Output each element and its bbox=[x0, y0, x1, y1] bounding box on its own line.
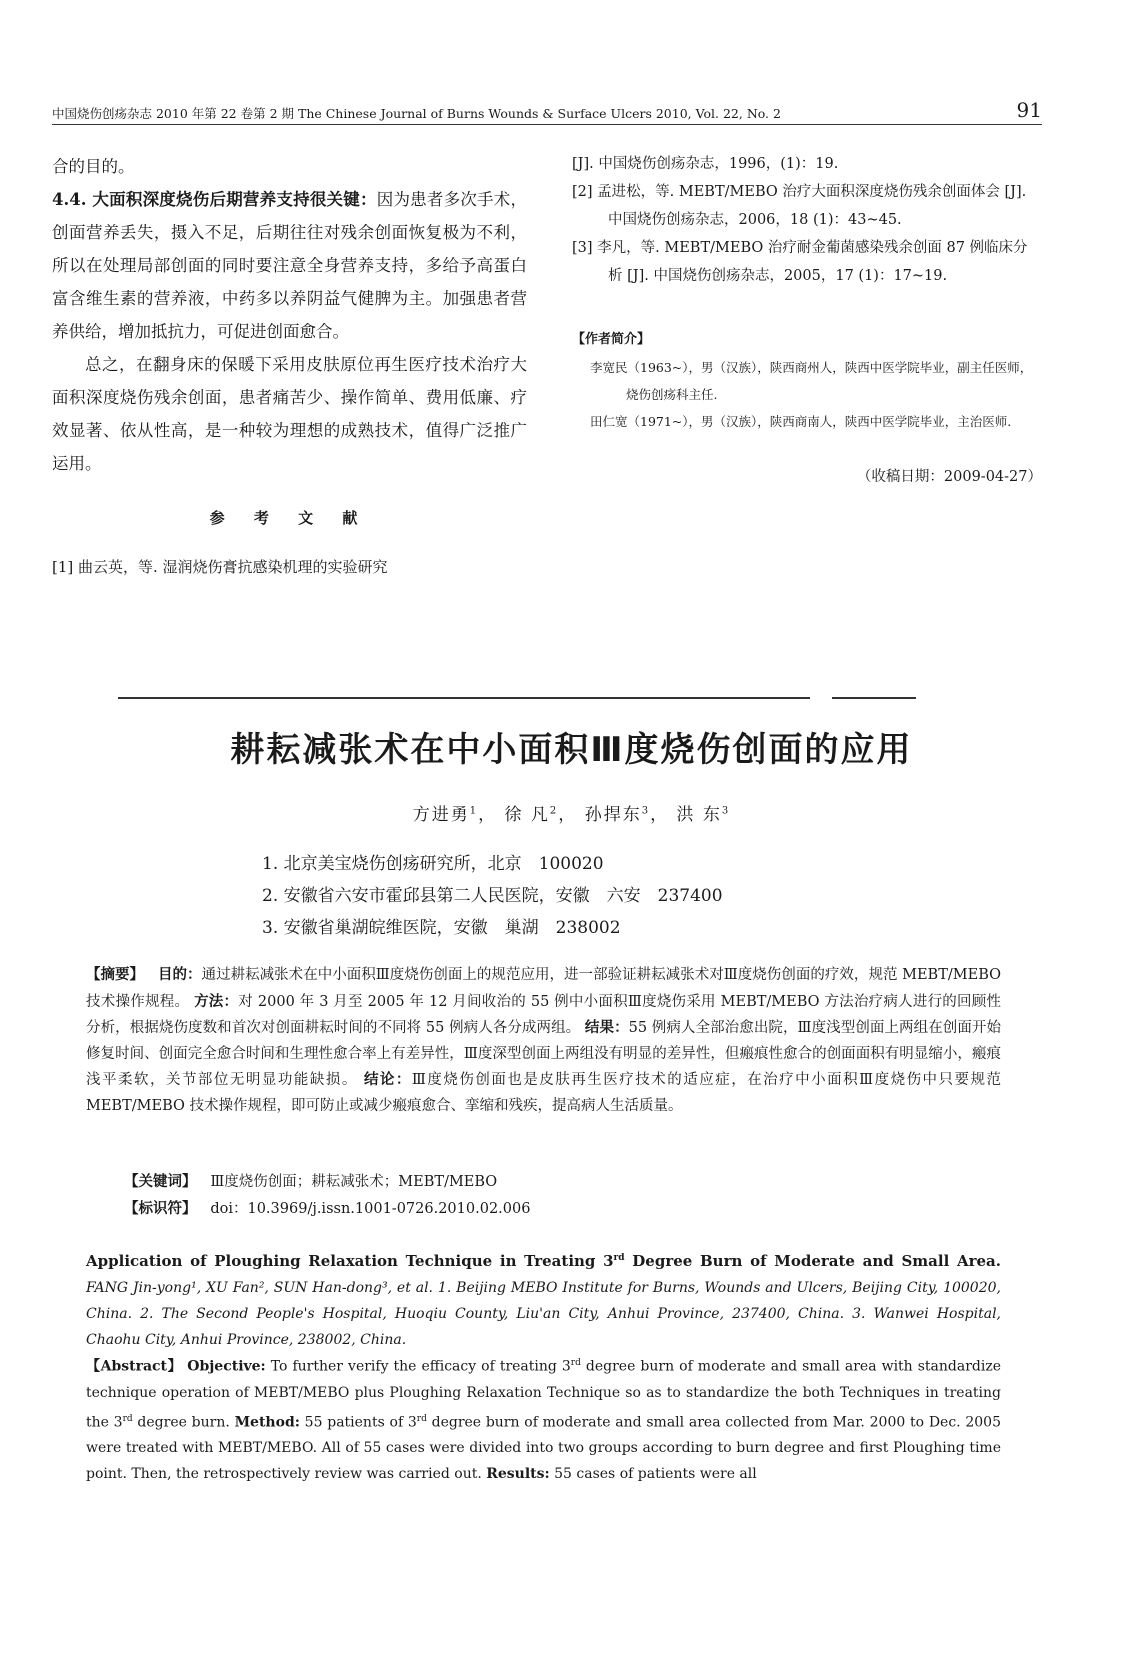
author-name: 孙捍东 bbox=[584, 805, 642, 825]
paragraph-end: 合的目的。 bbox=[52, 157, 135, 176]
author-affil-mark: 1 bbox=[469, 805, 479, 817]
objective-en-text: degree burn. bbox=[132, 1414, 230, 1431]
abstract-en-label: 【Abstract】 bbox=[86, 1358, 183, 1375]
objective-text: 通过耕耘减张术在中小面积Ⅲ度烧伤创面上的规范应用，进一部验证耕耘减张术对Ⅲ度烧伤创面的疗效，规范 MEBT/MEBO 技术操作规程。 bbox=[86, 967, 1002, 1010]
author-bio-1: 李宽民（1963~），男（汉族），陕西商州人，陕西中医学院毕业，副主任医师，烧伤创疡科主任. bbox=[590, 360, 1033, 402]
reference-2: [2] 孟进松，等. MEBT/MEBO 治疗大面积深度烧伤残余创面体会 [J]. 中国烧伤创疡杂志，2006，18 (1)：43~45. bbox=[572, 184, 1027, 228]
conclusion-text: Ⅲ度烧伤创面也是皮肤再生医疗技术的适应症，在治疗中小面积Ⅲ度烧伤中只要规范 MEBT/MEBO 技术操作规程，即可防止或减少瘢痕愈合、挛缩和残疾，提高病人生活质量。 bbox=[86, 1072, 1002, 1114]
section-body: 因为患者多次手术，创面营养丢失，摄入不足，后期往往对残余创面恢复极为不利，所以在处理局部创面的同时要注意全身营养支持，多给予高蛋白富含维生素的营养液，中药多以养阴益气健脾为主。加强患者营养供给，增加抵抗力，可促进创面愈合。 bbox=[52, 190, 528, 341]
divider-line-short bbox=[832, 697, 916, 699]
method-en-text: degree burn of moderate and small area collected from Mar. 2000 to Dec. 2005 were treated with MEBT/MEBO. All of 55 cases were divided into two groups according to burn degree and first Ploughing time point. Then, the retrospectively review was carried out. bbox=[86, 1414, 1001, 1483]
keywords bbox=[124, 1170, 497, 1191]
affiliations bbox=[262, 848, 723, 944]
results-en-label: Results: bbox=[486, 1466, 550, 1483]
affiliation-1: 1. 北京美宝烧伤创疡研究所，北京 100020 bbox=[262, 854, 604, 874]
reference-1-continued: [J]. 中国烧伤创疡杂志，1996，(1)：19. bbox=[572, 156, 839, 172]
english-abstract bbox=[86, 1350, 1001, 1487]
english-title-block bbox=[86, 1245, 1001, 1353]
identifier-label: 【标识符】 bbox=[124, 1200, 197, 1217]
abstract-label: 【摘要】 bbox=[86, 966, 145, 983]
received-date: （收稿日期：2009-04-27） bbox=[856, 469, 1042, 485]
author-name: 洪 东 bbox=[676, 805, 722, 825]
author-affil-mark: 3 bbox=[641, 805, 651, 817]
objective-en-label: Objective: bbox=[187, 1358, 266, 1375]
objective-label: 目的： bbox=[157, 966, 202, 983]
chinese-abstract bbox=[86, 962, 1001, 1119]
keywords-label: 【关键词】 bbox=[124, 1173, 197, 1190]
author-list: 方进勇$^1$， 徐 凡$^2$， 孙捍东$^3$， 洪 东$^3$ bbox=[412, 805, 731, 825]
english-title bbox=[86, 1252, 1001, 1270]
author-affil-mark: 3 bbox=[721, 805, 731, 817]
affiliation-2: 2. 安徽省六安市霍邱县第二人民医院，安徽 六安 237400 bbox=[262, 886, 723, 906]
keywords-text: Ⅲ度烧伤创面；耕耘减张术；MEBT/MEBO bbox=[210, 1174, 498, 1190]
author-bio-2: 田仁宽（1971~），男（汉族），陕西商南人，陕西中医学院毕业，主治医师. bbox=[590, 414, 1012, 429]
right-column bbox=[572, 150, 1042, 491]
ordinal-sup: rd bbox=[613, 1253, 625, 1263]
doi-text: doi：10.3969/j.issn.1001-0726.2010.02.006 bbox=[210, 1201, 531, 1217]
author-name: 徐 凡 bbox=[504, 805, 550, 825]
english-title-part: Degree Burn of Moderate and Small Area. bbox=[624, 1252, 1001, 1270]
author-affil-mark: 2 bbox=[549, 805, 559, 817]
objective-en-text: degree burn of moderate and small area with standardize technique operation of MEBT/MEBO plus Ploughing Relaxation Technique so as to standardize the both Techniques in treating the 3 bbox=[86, 1358, 1002, 1431]
author-name: 方进勇 bbox=[412, 805, 470, 825]
references-heading: 参 考 文 献 bbox=[209, 509, 370, 527]
conclusion-label: 结论： bbox=[363, 1071, 412, 1088]
left-column bbox=[52, 150, 527, 579]
method-text: 对 2000 年 3 月至 2005 年 12 月间收治的 55 例中小面积Ⅲ度烧伤采用 MEBT/MEBO 方法治疗病人进行的回顾性分析，根据烧伤度数和首次对创面耕耘时间的不同将 55 例病人各分成两组。 bbox=[86, 993, 1002, 1036]
author-intro-title: 【作者简介】 bbox=[572, 332, 651, 347]
result-label: 结果： bbox=[584, 1019, 629, 1036]
method-en-label: Method: bbox=[234, 1414, 300, 1431]
section-lead: 4.4. 大面积深度烧伤后期营养支持很关键： bbox=[52, 190, 377, 209]
reference-1: [1] 曲云英，等. 湿润烧伤膏抗感染机理的实验研究 bbox=[52, 558, 388, 576]
method-en-text: 55 patients of 3 bbox=[299, 1414, 417, 1431]
divider-line bbox=[118, 697, 810, 699]
reference-3: [3] 李凡，等. MEBT/MEBO 治疗耐金葡菌感染残余创面 87 例临床分析 [J]. 中国烧伤创疡杂志，2005，17 (1)：17~19. bbox=[572, 240, 1028, 284]
running-header bbox=[52, 94, 1042, 125]
method-label: 方法： bbox=[194, 992, 239, 1010]
results-en-text: 55 cases of patients were all bbox=[549, 1466, 757, 1483]
journal-header-text: 中国烧伤创疡杂志 2010 年第 22 卷第 2 期 The Chinese Journal of Burns Wounds & Surface Ulcers 2010, Vol. 22, No. 2 bbox=[52, 106, 781, 121]
english-affiliations: 1. Beijing MEBO Institute for Burns, Wounds and Ulcers, Beijing City, 100020, China. 2. The Second People's Hospital, Huoqiu County, Liu'an City, Anhui Province, 237400, China. 3. Wanwei Hospital, Chaohu City, Anhui Province, 238002, China. bbox=[86, 1280, 1001, 1348]
english-title-part: Application of Ploughing Relaxation Technique in Treating 3 bbox=[86, 1252, 614, 1270]
english-authors: FANG Jin-yong¹, XU Fan², SUN Han-dong³, et al. bbox=[86, 1280, 434, 1296]
article-title: 耕耘减张术在中小面积Ⅲ度烧伤创面的应用 bbox=[230, 730, 913, 770]
page-number: 91 bbox=[1016, 98, 1042, 122]
affiliation-3: 3. 安徽省巢湖皖维医院，安徽 巢湖 238002 bbox=[262, 918, 621, 938]
ordinal-sup: rd bbox=[122, 1413, 133, 1424]
identifier bbox=[124, 1197, 530, 1218]
ordinal-sup: rd bbox=[570, 1358, 581, 1368]
ordinal-sup: rd bbox=[416, 1413, 427, 1424]
objective-en-text: To further verify the efficacy of treating 3 bbox=[265, 1358, 571, 1375]
section-4-4 bbox=[52, 183, 527, 348]
result-text: 55 例病人全部治愈出院，Ⅲ度浅型创面上两组在创面开始修复时间、创面完全愈合时间和生理性愈合率上有差异性，Ⅲ度深型创面上两组没有明显的差异性，但瘢痕性愈合的创面面积有明显缩小，瘢痕浅平柔软，关节部位无明显功能缺损。 bbox=[86, 1020, 1002, 1088]
summary-paragraph: 总之，在翻身床的保暖下采用皮肤原位再生医疗技术治疗大面积深度烧伤残余创面，患者痛苦少、操作简单、费用低廉、疗效显著、依从性高，是一种较为理想的成熟技术，值得广泛推广运用。 bbox=[52, 355, 527, 473]
